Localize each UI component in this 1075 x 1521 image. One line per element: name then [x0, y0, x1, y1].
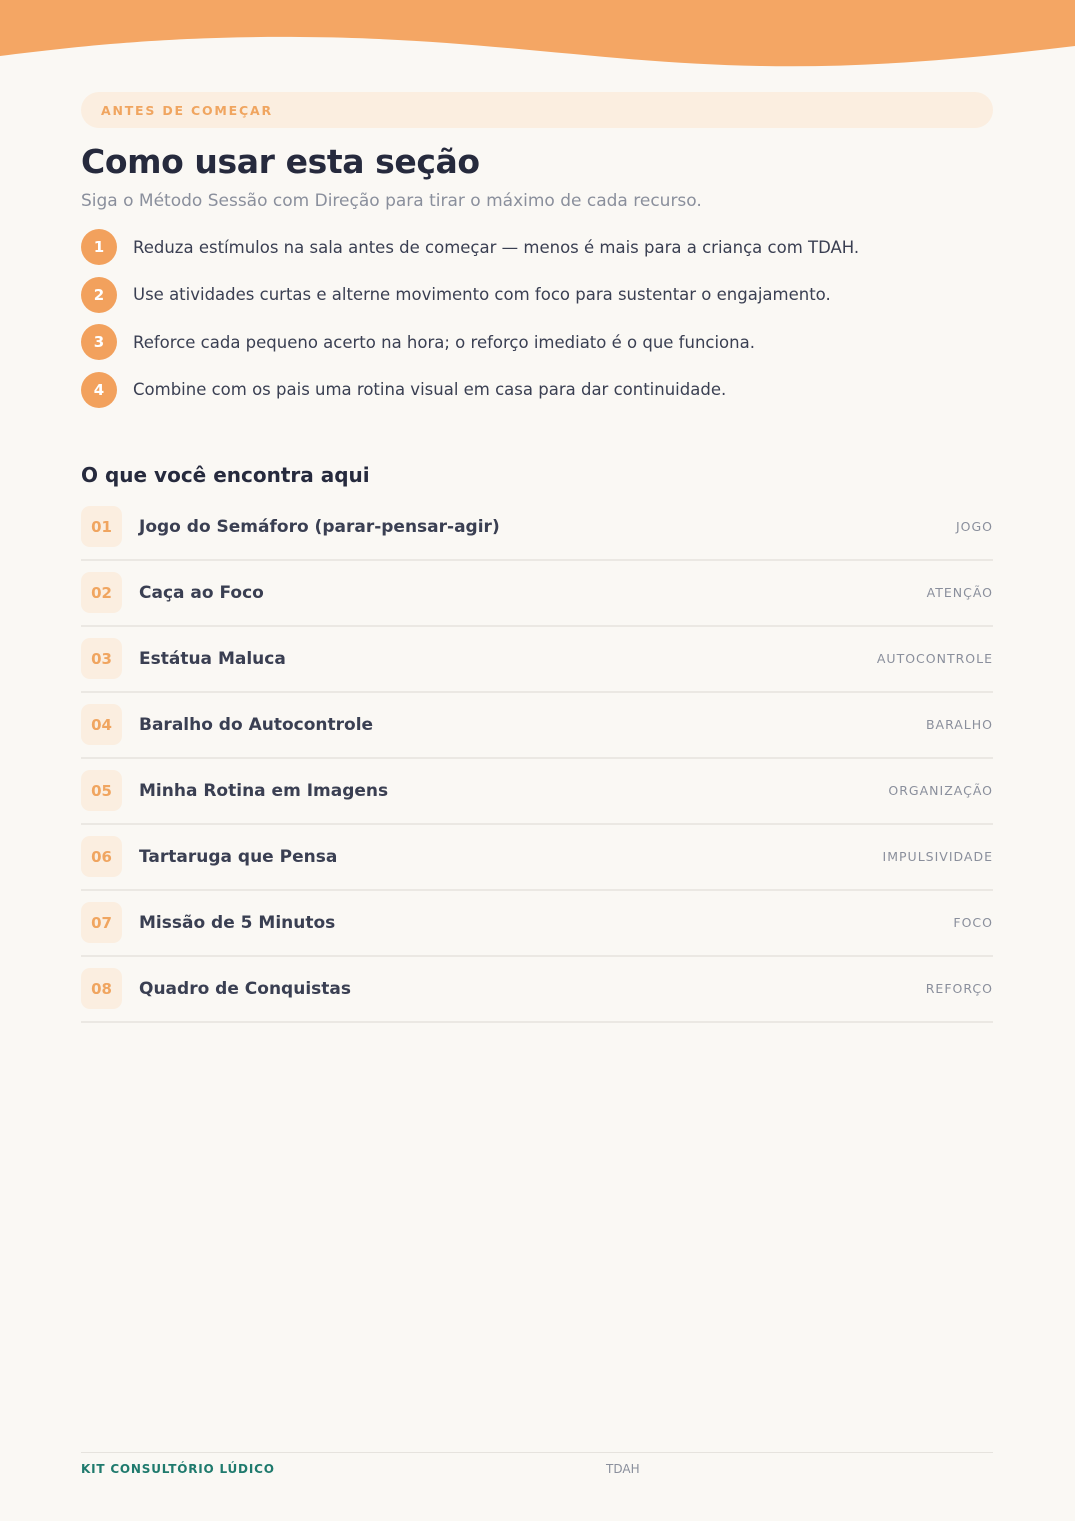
- contents-heading: O que você encontra aqui: [81, 462, 370, 487]
- step-item: [81, 324, 993, 360]
- item-title: Tartaruga que Pensa: [139, 846, 338, 867]
- list-item[interactable]: [81, 891, 993, 957]
- item-title: Baralho do Autocontrole: [139, 714, 374, 735]
- step-item: [81, 372, 993, 408]
- list-item[interactable]: [81, 495, 993, 561]
- item-number-badge: 06: [81, 836, 122, 877]
- item-category-tag: JOGO: [955, 519, 993, 534]
- item-title: Missão de 5 Minutos: [139, 912, 336, 933]
- step-item: [81, 229, 993, 265]
- step-number-badge: 2: [81, 277, 117, 313]
- item-category-tag: REFORÇO: [925, 981, 993, 996]
- item-title: Jogo do Semáforo (parar-pensar-agir): [139, 516, 500, 537]
- item-title: Caça ao Foco: [139, 582, 264, 603]
- item-number-badge: 03: [81, 638, 122, 679]
- step-number-badge: 3: [81, 324, 117, 360]
- item-title: Estátua Maluca: [139, 648, 286, 669]
- footer-topic: TDAH: [606, 1462, 640, 1476]
- item-number-badge: 08: [81, 968, 122, 1009]
- page-subtitle: Siga o Método Sessão com Direção para tirar o máximo de cada recurso.: [81, 191, 702, 211]
- item-category-tag: ATENÇÃO: [926, 585, 993, 600]
- step-text: Reduza estímulos na sala antes de começar — menos é mais para a criança com TDAH.: [133, 237, 860, 257]
- item-number-badge: 02: [81, 572, 122, 613]
- page-footer: [81, 1452, 993, 1486]
- list-item[interactable]: [81, 561, 993, 627]
- item-number-badge: 01: [81, 506, 122, 547]
- item-category-tag: BARALHO: [925, 717, 993, 732]
- item-category-tag: FOCO: [953, 915, 993, 930]
- list-item[interactable]: [81, 957, 993, 1023]
- item-number-badge: 07: [81, 902, 122, 943]
- step-item: [81, 277, 993, 313]
- step-number-badge: 1: [81, 229, 117, 265]
- section-eyebrow: ANTES DE COMEÇAR: [81, 92, 993, 128]
- item-title: Quadro de Conquistas: [139, 978, 351, 999]
- main-content: [81, 92, 993, 1023]
- page-title: Como usar esta seção: [81, 142, 480, 181]
- contents-list: [81, 495, 993, 1023]
- step-text: Combine com os pais uma rotina visual em casa para dar continuidade.: [133, 380, 727, 399]
- step-text: Use atividades curtas e alterne movimento com foco para sustentar o engajamento.: [133, 285, 831, 304]
- list-item[interactable]: [81, 693, 993, 759]
- header-wave: [0, 0, 1075, 70]
- item-number-badge: 05: [81, 770, 122, 811]
- item-category-tag: IMPULSIVIDADE: [882, 849, 993, 864]
- list-item[interactable]: [81, 627, 993, 693]
- step-text: Reforce cada pequeno acerto na hora; o reforço imediato é o que funciona.: [133, 332, 755, 352]
- item-category-tag: ORGANIZAÇÃO: [888, 783, 993, 798]
- item-number-badge: 04: [81, 704, 122, 745]
- step-number-badge: 4: [81, 372, 117, 408]
- item-category-tag: AUTOCONTROLE: [876, 651, 993, 666]
- list-item[interactable]: [81, 759, 993, 825]
- footer-brand: KIT CONSULTÓRIO LÚDICO: [81, 1462, 275, 1476]
- list-item[interactable]: [81, 825, 993, 891]
- steps-list: [81, 229, 993, 408]
- item-title: Minha Rotina em Imagens: [139, 780, 389, 801]
